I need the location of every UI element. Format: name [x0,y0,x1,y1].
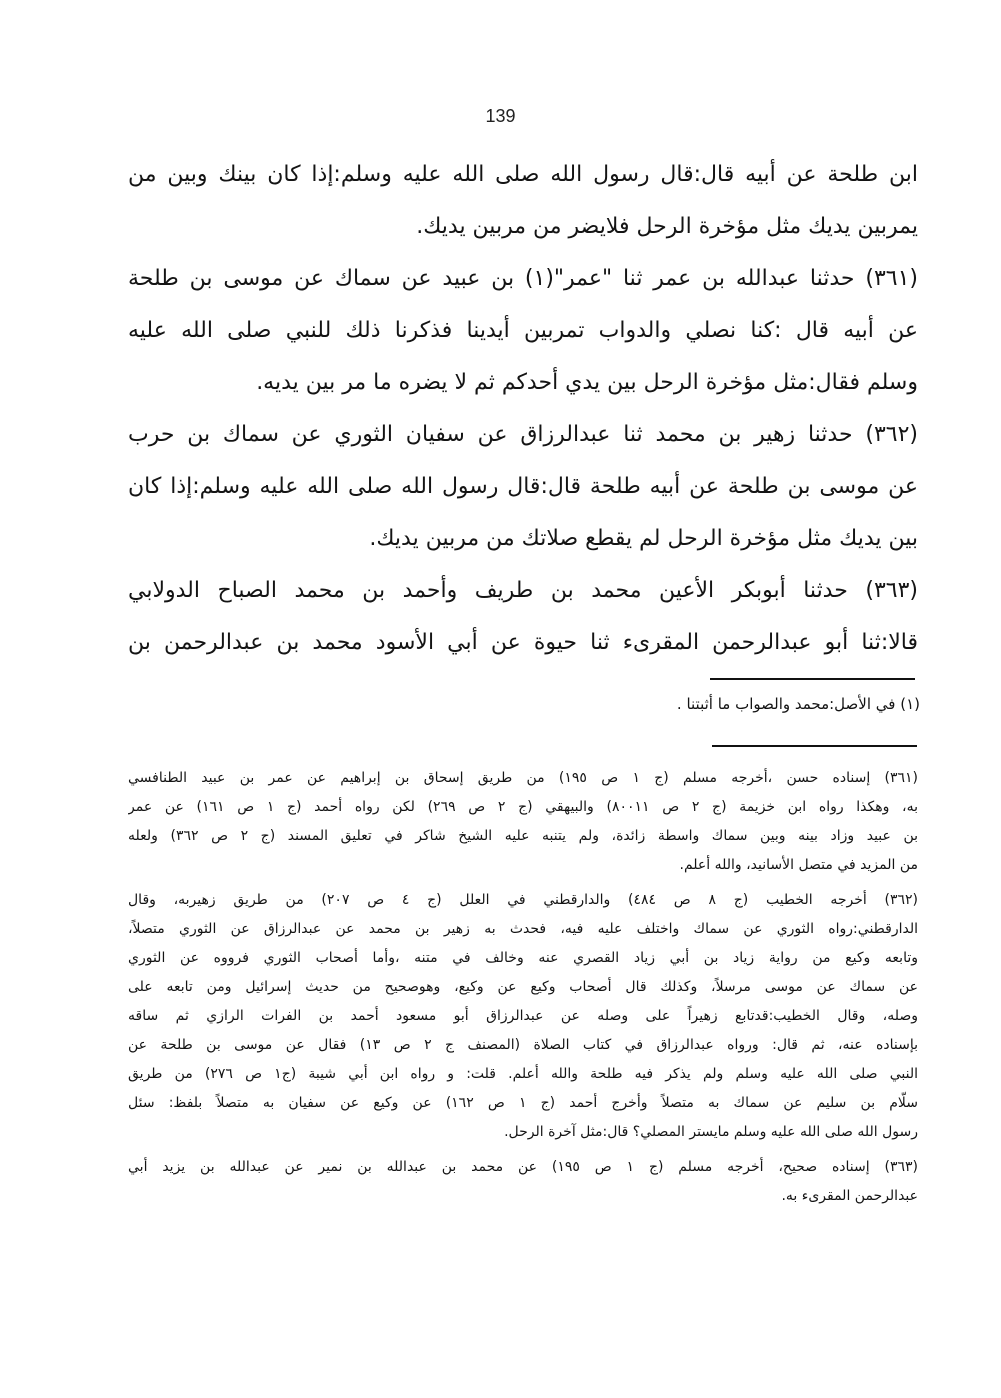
note-line: الدارقطني:رواه الثوري عن سماك واختلف عليه فيه، فحدث به زهير بن محمد عن عبدالرزاق عن الثوري متصلاً، [128,921,918,937]
text-line: وسلم فقال:مثل مؤخرة الرحل بين يدي أحدكم ثم لا يضره ما مر بين يديه. [256,370,918,395]
text-line: عن موسى بن طلحة عن أبيه طلحة قال:قال رسول الله صلى الله عليه وسلم:إذا كان [128,474,918,499]
text-line: (٣٦٣) حدثنا أبوبكر الأعين محمد بن طريف وأحمد بن محمد الصباح الدولابي [128,578,918,603]
note-line: وتابعه وكيع من رواية زياد بن أبي زياد القصري عنه وخالف في متنه ،وأما أصحاب الثوري فرووه عن الثوري [128,950,918,966]
note-line: به، وهكذا رواه ابن خزيمة (ج ٢ ص ٨٠٠١١) والبيهقي (ج ٢ ص ٢٦٩) لكن رواه أحمد (ج ١ ص ١٦١) عن عمر [128,799,918,815]
note-line: (٣٦١) إسناده حسن ،أخرجه مسلم (ج ١ ص ١٩٥) من طريق إسحاق بن إبراهيم عن عمر بن عبيد الطنافسي [128,770,918,786]
text-line: ابن طلحة عن أبيه قال:قال رسول الله صلى الله عليه وسلم:إذا كان بينك وبين من [128,162,918,187]
note-line: سلّام بن سليم عن سماك به متصلاً وأخرج أحمد (ج ١ ص ١٦٢) عن وكيع عن سفيان به متصلاً بلفظ: سئل [128,1095,918,1111]
note-line: عبدالرحمن المقرىء به. [781,1188,918,1204]
text-line: (٣٦١) حدثنا عبدالله بن عمر ثنا "عمر"(١) بن عبيد عن سماك عن موسى بن طلحة [128,266,918,291]
note-line: (٣٦٣) إسناده صحيح، أخرجه مسلم (ج ١ ص ١٩٥) عن محمد بن عبدالله بن نمير عن عبدالله بن يزيد أبي [128,1159,918,1175]
note-line: من المزيد في متصل الأسانيد، والله أعلم. [679,857,918,873]
text-line: (٣٦٢) حدثنا زهير بن محمد ثنا عبدالرزاق عن سفيان الثوري عن سماك بن حرب [128,422,918,447]
text-line: بين يديك مثل مؤخرة الرحل لم يقطع صلاتك من مربين يديك. [369,526,918,551]
note-line: عن سماك عن موسى مرسلاً، وكذلك قال أصحاب وكيع عن وكيع، وهوصحيح من حديث إسرائيل ومن تابعه على [128,979,918,995]
note-line: وصله، وقال الخطيب:قدتابع زهيراً على وصله عن عبدالرزاق أبو مسعود أحمد بن الفرات الرازي ثم ساقه [128,1008,918,1024]
note-line: بإسناده عنه، ثم قال: ورواه عبدالرزاق في كتاب الصلاة (المصنف ج ٢ ص ١٣) فقال عن موسى بن طلحة عن [128,1037,918,1053]
note-line: رسول الله صلى الله عليه وسلم مايستر المصلي؟ قال:مثل آخرة الرحل. [504,1124,918,1140]
footnote-divider [710,678,915,680]
text-line: يمربين يديك مثل مؤخرة الرحل فلايضر من مربين يديك. [416,214,918,239]
note-line: بن عبيد وزاد بينه وبين سماك واسطة زائدة، ولم يتنبه عليه الشيخ شاكر في تعليق المسند (ج ٢ ص ٣٦٢) ولعله [128,828,918,844]
text-line: عن أبيه قال :كنا نصلي والدواب تمربين أيدينا فذكرنا ذلك للنبي صلى الله عليه [128,318,918,343]
page-number: 139 [485,106,516,126]
note-line: (٣٦٢) أخرجه الخطيب (ج ٨ ص ٤٨٤) والدارقطني في العلل (ج ٤ ص ٢٠٧) من طريق زهيربه، وقال [128,892,918,908]
hadith-notes [128,764,918,1211]
notes-divider [712,745,917,747]
footnote-text: (١) في الأصل:محمد والصواب ما أثبتنا . [676,695,920,713]
text-line: قالا:ثنا أبو عبدالرحمن المقرىء ثنا حيوة عن أبي الأسود محمد بن عبدالرحمن بن [128,630,918,655]
main-text [128,158,918,678]
note-line: النبي صلى الله عليه وسلم ولم يذكر فيه طلحة والله أعلم. قلت: و رواه ابن أبي شيبة (ج١ ص ٢٧٦) من طريق [128,1066,918,1082]
